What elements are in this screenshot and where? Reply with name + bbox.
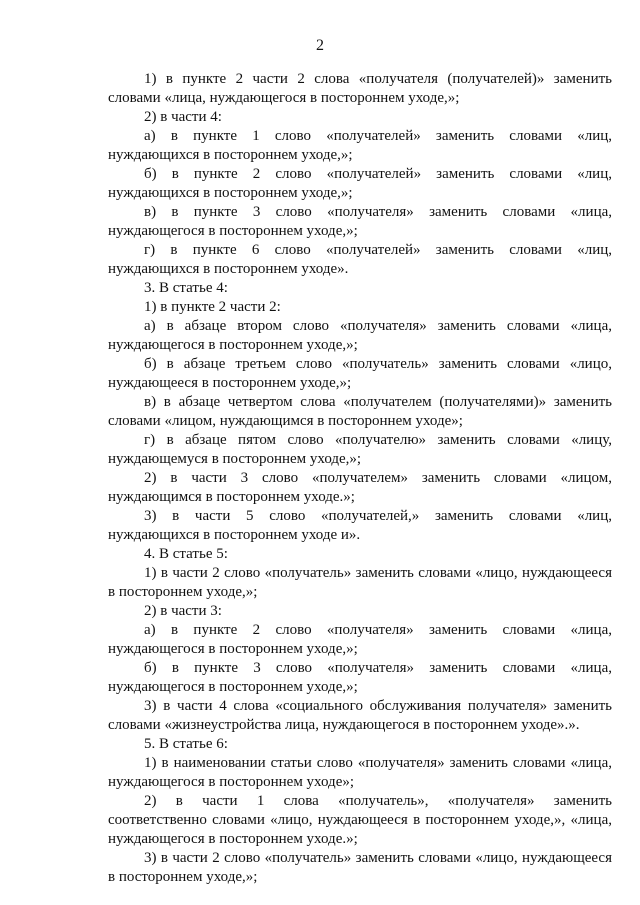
text-line: 4. В статье 5:: [144, 546, 228, 562]
text-line: г) в абзаце пятом слово «получателю» заменить словами «лицу,: [144, 432, 612, 448]
text-line: а) в пункте 1 слово «получателей» заменить словами «лиц,: [144, 128, 612, 144]
text-line: соответственно словами «лицо, нуждающееся в постороннем уходе,», «лица,: [108, 812, 612, 828]
text-line: нуждающихся в постороннем уходе,»;: [108, 147, 353, 163]
text-line: в) в абзаце четвертом слова «получателем (получателями)» заменить: [144, 394, 612, 410]
text-line: 3. В статье 4:: [144, 280, 228, 296]
text-line: 2) в части 3 слово «получателем» заменить словами «лицом,: [144, 470, 612, 486]
text-line: нуждающихся в постороннем уходе и».: [108, 527, 361, 543]
text-line: 5. В статье 6:: [144, 736, 228, 752]
text-line: 2) в части 3:: [144, 603, 222, 619]
text-line: словами «лицом, нуждающимся в постороннем уходе»;: [108, 413, 463, 429]
text-line: в постороннем уходе,»;: [108, 584, 258, 600]
text-line: 3) в части 2 слово «получатель» заменить словами «лицо, нуждающееся: [144, 850, 612, 866]
text-line: 1) в части 2 слово «получатель» заменить словами «лицо, нуждающееся: [144, 565, 612, 581]
text-line: 3) в части 4 слова «социального обслуживания получателя» заменить: [144, 698, 612, 714]
text-line: нуждающемуся в постороннем уходе,»;: [108, 451, 362, 467]
text-line: нуждающееся в постороннем уходе,»;: [108, 375, 352, 391]
page-number: 2: [316, 37, 324, 54]
text-line: б) в пункте 3 слово «получателя» заменить словами «лица,: [144, 660, 612, 676]
text-line: в постороннем уходе,»;: [108, 869, 258, 885]
text-line: нуждающегося в постороннем уходе,»;: [108, 337, 358, 353]
text-line: нуждающегося в постороннем уходе»;: [108, 774, 355, 790]
text-line: б) в пункте 2 слово «получателей» заменить словами «лиц,: [144, 166, 612, 182]
text-line: в) в пункте 3 слово «получателя» заменить словами «лица,: [144, 204, 612, 220]
text-line: словами «лица, нуждающегося в постороннем уходе,»;: [108, 90, 460, 106]
text-line: нуждающегося в постороннем уходе,»;: [108, 223, 358, 239]
text-line: нуждающегося в постороннем уходе,»;: [108, 641, 358, 657]
text-line: нуждающимся в постороннем уходе.»;: [108, 489, 355, 505]
text-line: г) в пункте 6 слово «получателей» заменить словами «лиц,: [144, 242, 612, 258]
text-line: 2) в части 4:: [144, 109, 222, 125]
text-line: словами «жизнеустройства лица, нуждающегося в постороннем уходе».».: [108, 717, 580, 733]
text-line: нуждающегося в постороннем уходе,»;: [108, 679, 358, 695]
text-line: а) в пункте 2 слово «получателя» заменить словами «лица,: [144, 622, 612, 638]
text-line: 1) в пункте 2 части 2 слова «получателя (получателей)» заменить: [144, 71, 612, 87]
text-line: нуждающихся в постороннем уходе,»;: [108, 185, 353, 201]
text-line: а) в абзаце втором слово «получателя» заменить словами «лица,: [144, 318, 612, 334]
text-line: 2) в части 1 слова «получатель», «получателя» заменить: [144, 793, 612, 809]
text-line: 1) в наименовании статьи слово «получателя» заменить словами «лица,: [144, 755, 612, 771]
text-line: нуждающегося в постороннем уходе.»;: [108, 831, 358, 847]
text-line: б) в абзаце третьем слово «получатель» заменить словами «лицо,: [144, 356, 612, 372]
text-line: нуждающихся в постороннем уходе».: [108, 261, 349, 277]
text-line: 3) в части 5 слово «получателей,» заменить словами «лиц,: [144, 508, 612, 524]
text-line: 1) в пункте 2 части 2:: [144, 299, 281, 315]
